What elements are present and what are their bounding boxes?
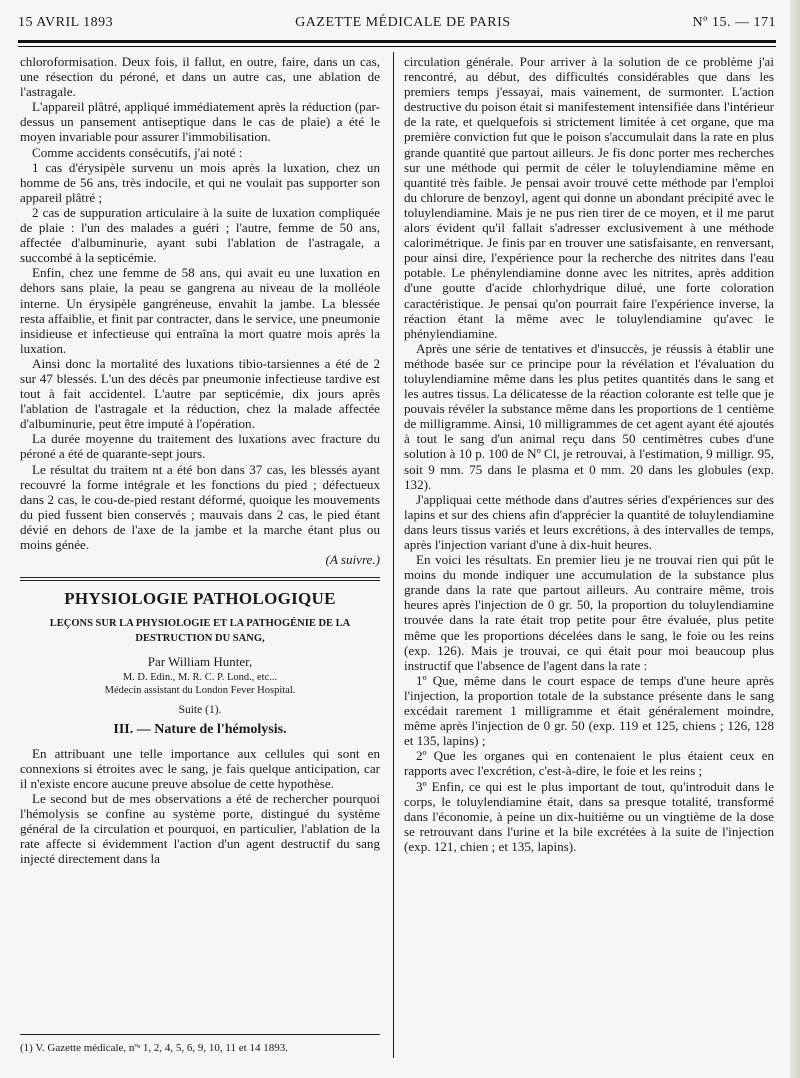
paragraph: Après une série de tentatives et d'insuccès, je réussis à établir une méthode basée sur ce principe pour la révélation et l'évaluation du toluylendiamine même dans les plus petites quantités dans le sang et les autres tissus. La délicatesse de la réaction colorante est telle que je pouvais révéler la substance même dans les proportions de 1 centième de milligramme. Ainsi, 10 milligrammes de cet agent ayant été ajoutés à tout le sang d'un animal reçu dans 50 centimètres cubes d'une solution à 10 p. 100 de Nº Cl, je retrouvai, à l'estimation, 9 milligr. 95, soit 9 mm. 75 dans le plasma et 0 mm. 20 dans les globules (exp. 132).	[404, 340, 774, 492]
paragraph: L'appareil plâtré, appliqué immédiatement après la réduction (par-dessus un pansement antiseptique dans le cas de plaie) a été le moyen invariable pour assurer l'immobilisation.	[20, 99, 380, 145]
continuation-note: Suite (1).	[178, 704, 222, 717]
header-page-number: Nº 15. — 171	[692, 15, 776, 30]
paragraph: 2 cas de suppuration articulaire à la suite de luxation compliquée de plaie : l'un des malades a guéri ; l'autre, femme de 50 ans, affectée d'albuminurie, ayant subi l'ablation de l'astragale, a succombé à la septicémie.	[20, 204, 380, 266]
page-edge	[790, 0, 800, 1078]
section-title: PHYSIOLOGIE PATHOLOGIQUE	[64, 589, 336, 609]
paragraph: J'appliquai cette méthode dans d'autres séries d'expériences sur des lapins et sur des chiens afin d'apprécier la quantité de toluylendiamine dans leurs tissus variés et leurs excrétions, à des intervalles de temps, après l'injection variant d'une à dix-huit heures.	[404, 491, 774, 552]
header-date: 15 AVRIL 1893	[18, 15, 114, 30]
paragraph: 1 cas d'érysipèle survenu un mois après la luxation, chez un homme de 56 ans, très indocile, et qui ne voulait pas supporter son appareil plâtré ;	[20, 159, 380, 205]
paragraph: Le second but de mes observations a été de rechercher pourquoi l'hémolysis se confine au système porte, distingué du système général de la circulation et pourquoi, en particulier, l'ablation de la rate affecte si évidemment l'action d'un agent destructif du sang injecté directement dans la	[20, 790, 380, 867]
section-separator	[20, 577, 380, 581]
right-column	[404, 54, 774, 854]
running-header	[18, 10, 776, 36]
footnote-rule	[20, 1034, 380, 1035]
subtitle-line: DESTRUCTION DU SANG,	[135, 633, 265, 645]
paragraph: 2º Que les organes qui en contenaient le plus étaient ceux en rapports avec l'excrétion, c'est-à-dire, le foie et les reins ;	[404, 748, 774, 779]
paragraph: Enfin, chez une femme de 58 ans, qui avait eu une luxation en dehors sans plaie, la peau se gangrena au niveau de la molléole interne. Un érysipèle gangréneuse, envahit la jambe. La blessée resta affaiblie, et finit par contracter, dans le service, une pneumonie insidieuse et infectieuse qui entraîna la mort quatre mois après la luxation.	[20, 265, 380, 356]
chapter-heading: III. — Nature de l'hémolysis.	[113, 722, 287, 738]
paragraph: Comme accidents consécutifs, j'ai noté :	[32, 144, 243, 160]
paragraph: La durée moyenne du traitement des luxations avec fracture du péroné a été de quarante-sept jours.	[20, 431, 380, 462]
column-divider	[393, 52, 394, 1058]
author-line: Par William Hunter,	[147, 654, 253, 670]
footnote: (1) V. Gazette médicale, nºˢ 1, 2, 4, 5, 6, 9, 10, 11 et 14 1893.	[20, 1042, 288, 1054]
to-be-continued: (A suivre.)	[325, 552, 380, 568]
header-journal: GAZETTE MÉDICALE DE PARIS	[295, 15, 511, 30]
paragraph: Le résultat du traitem nt a été bon dans 37 cas, les blessés ayant recouvré la forme intégrale et les fonctions du pied ; défectueux dans 2 cas, le cou-de-pied restant déformé, quoique les mouvements du pied fussent bien conservés ; mauvais dans 2 cas, le pied étant dévié en dehors de l'axe de la jambe et la marche étant plus ou moins génée.	[20, 461, 380, 552]
author-affiliation: Médecin assistant du London Fever Hospital.	[104, 685, 296, 697]
paragraph: 1º Que, même dans le court espace de temps d'une heure après l'injection, la proportion totale de la substance présente dans le sang excédait rarement 1 milligramme et était généralement moindre, même après l'injection de 0 gr. 50 (exp. 119 et 125, chiens ; 126, 128 et 135, lapins) ;	[404, 672, 774, 749]
article-subtitle	[20, 616, 380, 646]
author-credentials: M. D. Edin., M. R. C. P. Lond., etc...	[122, 672, 278, 684]
paragraph: 3º Enfin, ce qui est le plus important de tout, qu'introduit dans le corps, le toluylendiamine était, dans sa presque totalité, transformé dans l'économie, à peine un dix-huitième ou un vingtième de la dose se retrouvant dans l'urine et la bile excrétées à la suite de l'injection (exp. 121, chien ; et 135, lapins).	[404, 778, 774, 854]
subtitle-line: LEÇONS SUR LA PHYSIOLOGIE ET LA PATHOGÉNIE DE LA	[49, 618, 351, 630]
header-rule-thin	[18, 46, 776, 47]
header-rule-thick	[18, 40, 776, 43]
paragraph: circulation générale. Pour arriver à la solution de ce problème j'ai rencontré, au début, des difficultés considérables que dans les premiers temps j'essayai, mais vainement, de surmonter. L'action destructive du poison était si manifestement intensifiée dans l'intérieur de la rate, et quelquefois si strictement limitée à cet organe, que ma première conviction fut que le poison s'accumulait dans la rate en plus grande quantité que partout ailleurs. Je fis donc porter mes recherches sur une méthode qui permit de céler le toluylendiamine même en quantité très faible. Je pensai avoir trouvé cette méthode par l'emploi du chlorure de benzoyl, agent qui donne un abondant précipité avec le toluylendiamine. Mais je ne pus rien tirer de ce moyen, et il me parut alors évident qu'il fallait s'adresser exclusivement à une méthode calorimétrique. Je finis par en trouver une satisfaisante, en renversant, pour ainsi dire, l'expérience pour la recherche des nitrites dans l'eau potable. Le phénylendiamine donne avec les nitrites, après addition d'une goutte d'acide chlorhydrique dilué, une forte coloration caractéristique. Je pensai qu'on pourrait faire l'expérience inverse, la réaction étant la même avec le toluylendiamine qu'avec le phénylendiamine.	[404, 54, 774, 341]
left-column	[20, 54, 380, 866]
paragraph: En attribuant une telle importance aux cellules qui sont en connexions si étroites avec le sang, je fais quelque anticipation, car il n'existe encore aucune preuve absolue de cette hypothèse.	[20, 745, 380, 791]
paragraph: chloroformisation. Deux fois, il fallut, en outre, faire, dans un cas, une résection du péroné, et dans un autre cas, une ablation de l'astragale.	[20, 54, 380, 100]
paragraph: Ainsi donc la mortalité des luxations tibio-tarsiennes a été de 2 sur 47 blessés. L'un des décès par pneumonie infectieuse tardive est tout à fait accidentel. L'autre par septicémie, dix jours après l'ablation de l'astragale et la réduction, chez la malade affectée d'albuminurie, peut être imputé à l'opération.	[20, 355, 380, 432]
paragraph: En voici les résultats. En premier lieu je ne trouvai rien qui pût le moins du monde indiquer une accumulation de la substance plus grande dans la rate que partout ailleurs. Au contraire même, trois heures après l'injection de 0 gr. 50, la proportion du toluylendiamine trouvée dans la rate était trop petite pour être évaluée, plus petite même que les proportions décelées dans le sang, le foie ou les reins (exp. 126). Mais je trouvai, ce qui était pour moi beaucoup plus instructif que l'absence de l'agent dans la rate :	[404, 552, 774, 673]
